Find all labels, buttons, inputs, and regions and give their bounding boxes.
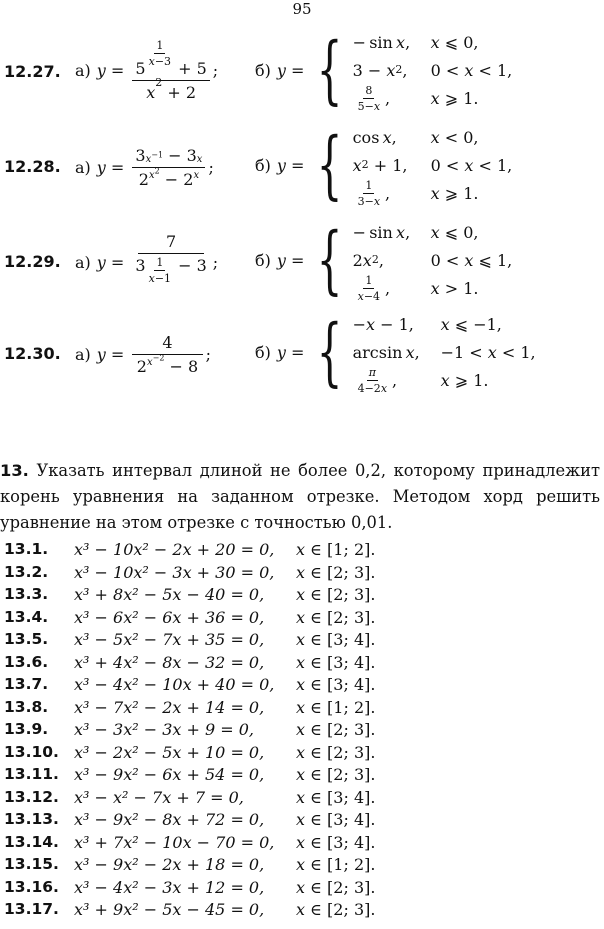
label-a: а) [75, 252, 91, 272]
interval: x ∈ [3; 4]. [296, 832, 376, 852]
part-b: б) y = { − x − 1, x ⩽ −1, arcsin x , −1 < x < 1, π 4−2 x , x ⩾ 1. [255, 309, 536, 395]
problem-number: 12.28. [4, 157, 61, 176]
equation-number: 13.17. [4, 900, 59, 918]
part-a: а) y = 5 1 x −3 + 5 x 2 + 2 ; [75, 38, 219, 102]
formula-fraction: 5 1 x −3 + 5 x 2 + 2 [132, 39, 209, 102]
equation-number: 13.3. [4, 585, 49, 603]
interval: x ∈ [2; 3]. [296, 585, 376, 604]
equation-number: 13.10. [4, 742, 59, 761]
equation-number: 13.13. [4, 810, 59, 828]
interval: x ∈ [2; 3]. [296, 765, 376, 784]
problem-12-29 [0, 217, 604, 303]
equation: x³ − x² − 7x + 7 = 0, [74, 787, 244, 807]
interval: x ∈ [3; 4]. [296, 810, 376, 829]
equation: x³ + 7x² − 10x − 70 = 0, [74, 832, 275, 852]
label-b: б) [255, 155, 271, 175]
interval: x ∈ [1; 2]. [296, 697, 376, 717]
equation-number: 13.11. [4, 765, 59, 783]
equation: x³ − 7x² − 2x + 14 = 0, [74, 697, 265, 717]
problem-12-30 [0, 309, 604, 395]
interval: x ∈ [2; 3]. [296, 607, 376, 627]
formula-fraction: 7 3 1 x −1 − 3 [135, 231, 207, 285]
piecewise-brace: { [316, 27, 342, 113]
interval: x ∈ [1; 2]. [296, 855, 376, 874]
label-a: а) [75, 344, 91, 364]
interval: x ∈ [3; 4]. [296, 630, 376, 649]
equation: x³ − 10x² − 2x + 20 = 0, [74, 540, 275, 559]
piecewise-brace: { [316, 217, 342, 303]
equation-number: 13.15. [4, 855, 59, 873]
interval: x ∈ [3; 4]. [296, 675, 376, 694]
equation-number: 13.14. [4, 832, 59, 851]
equation: x³ − 9x² − 6x + 54 = 0, [74, 765, 265, 784]
label-a: а) [75, 60, 91, 80]
equation: x³ − 9x² − 2x + 18 = 0, [74, 855, 265, 874]
problem-number: 12.30. [4, 344, 61, 363]
part-b: б) y = { − sin x , x ⩽ 0, 2 x 2 , 0 < x ⩽ 1, 1 x −4 , x > 1. [255, 217, 513, 303]
label-b: б) [255, 60, 271, 80]
part-b: б) y = { − sin x , x ⩽ 0, 3 − x 2 , 0 < x < 1, 8 5− x , x ⩾ 1. [255, 27, 513, 113]
label-a: а) [75, 157, 91, 177]
part-a: а) y = 7 3 1 x −1 − 3 ; [75, 232, 218, 292]
problem-number: 12.29. [4, 252, 61, 271]
label-b: б) [255, 250, 271, 270]
part-b: б) y = { cos x , x < 0, x 2 + 1, 0 < x < 1, 1 3− x , x ⩾ 1. [255, 122, 513, 208]
equation: x³ − 9x² − 8x + 72 = 0, [74, 810, 265, 829]
equation: x³ − 10x² − 3x + 30 = 0, [74, 562, 275, 582]
piecewise-brace: { [316, 309, 342, 395]
piecewise-cases: − sin x , x ⩽ 0, 2 x 2 , 0 < x ⩽ 1, 1 x −4 , x > 1. [352, 222, 513, 303]
problem-12-27 [0, 27, 604, 113]
part-a: а) y = 3 $x^{-1}$ − 3 x 2 $x^2$ − 2 x ; [75, 145, 214, 189]
equation-number: 13.8. [4, 697, 49, 716]
formula-fraction: 4 2 $x^{-2}$ − 8 [132, 333, 202, 376]
equation: x³ − 4x² − 10x + 40 = 0, [74, 675, 275, 694]
interval: x ∈ [2; 3]. [296, 900, 376, 919]
label-b: б) [255, 342, 271, 362]
equation: x³ + 8x² − 5x − 40 = 0, [74, 585, 265, 604]
interval: x ∈ [2; 3]. [296, 720, 376, 739]
part-a: а) y = 4 2 $x^{-2}$ − 8 ; [75, 332, 211, 376]
interval: x ∈ [3; 4]. [296, 787, 376, 807]
problem-12-28 [0, 122, 604, 208]
equation: x³ + 9x² − 5x − 45 = 0, [74, 900, 265, 919]
equation-number: 13.16. [4, 877, 59, 896]
equation-number: 13.9. [4, 720, 49, 738]
piecewise-cases: cos x , x < 0, x 2 + 1, 0 < x < 1, 1 3− x , x ⩾ 1. [352, 127, 513, 208]
interval: x ∈ [2; 3]. [296, 877, 376, 897]
equation: x³ − 5x² − 7x + 35 = 0, [74, 630, 265, 649]
equation-number: 13.2. [4, 562, 49, 581]
interval: x ∈ [3; 4]. [296, 652, 376, 672]
problem-number: 12.27. [4, 62, 61, 81]
equation: x³ − 3x² − 3x + 9 = 0, [74, 720, 255, 739]
equation-number: 13.5. [4, 630, 49, 648]
section-text: Указать интервал длиной не более 0,2, которому принадлежит корень уравнения на заданном отрезке. Методом хорд решить уравнение на этом отрезке с точностью 0,01. [0, 461, 600, 532]
piecewise-cases: − sin x , x ⩽ 0, 3 − x 2 , 0 < x < 1, 8 5− x , x ⩾ 1. [352, 32, 513, 113]
equation-number: 13.4. [4, 607, 49, 626]
equation-number: 13.12. [4, 787, 59, 806]
page-number: 95 [292, 0, 312, 18]
section-number: 13. [0, 461, 29, 480]
equation: x³ − 4x² − 3x + 12 = 0, [74, 877, 265, 897]
section-13-intro [0, 458, 600, 536]
interval: x ∈ [1; 2]. [296, 540, 376, 559]
equation-number: 13.6. [4, 652, 49, 671]
equation: x³ + 4x² − 8x − 32 = 0, [74, 652, 265, 672]
piecewise-cases: − x − 1, x ⩽ −1, arcsin x , −1 < x < 1, π 4−2 x , x ⩾ 1. [352, 314, 536, 395]
equation: x³ − 2x² − 5x + 10 = 0, [74, 742, 265, 762]
equation: x³ − 6x² − 6x + 36 = 0, [74, 607, 265, 627]
equation-number: 13.1. [4, 540, 49, 558]
piecewise-brace: { [316, 122, 342, 208]
formula-fraction: 3 $x^{-1}$ − 3 x 2 $x^2$ − 2 x [132, 146, 205, 189]
interval: x ∈ [2; 3]. [296, 562, 376, 582]
interval: x ∈ [2; 3]. [296, 742, 376, 762]
equation-number: 13.7. [4, 675, 49, 693]
